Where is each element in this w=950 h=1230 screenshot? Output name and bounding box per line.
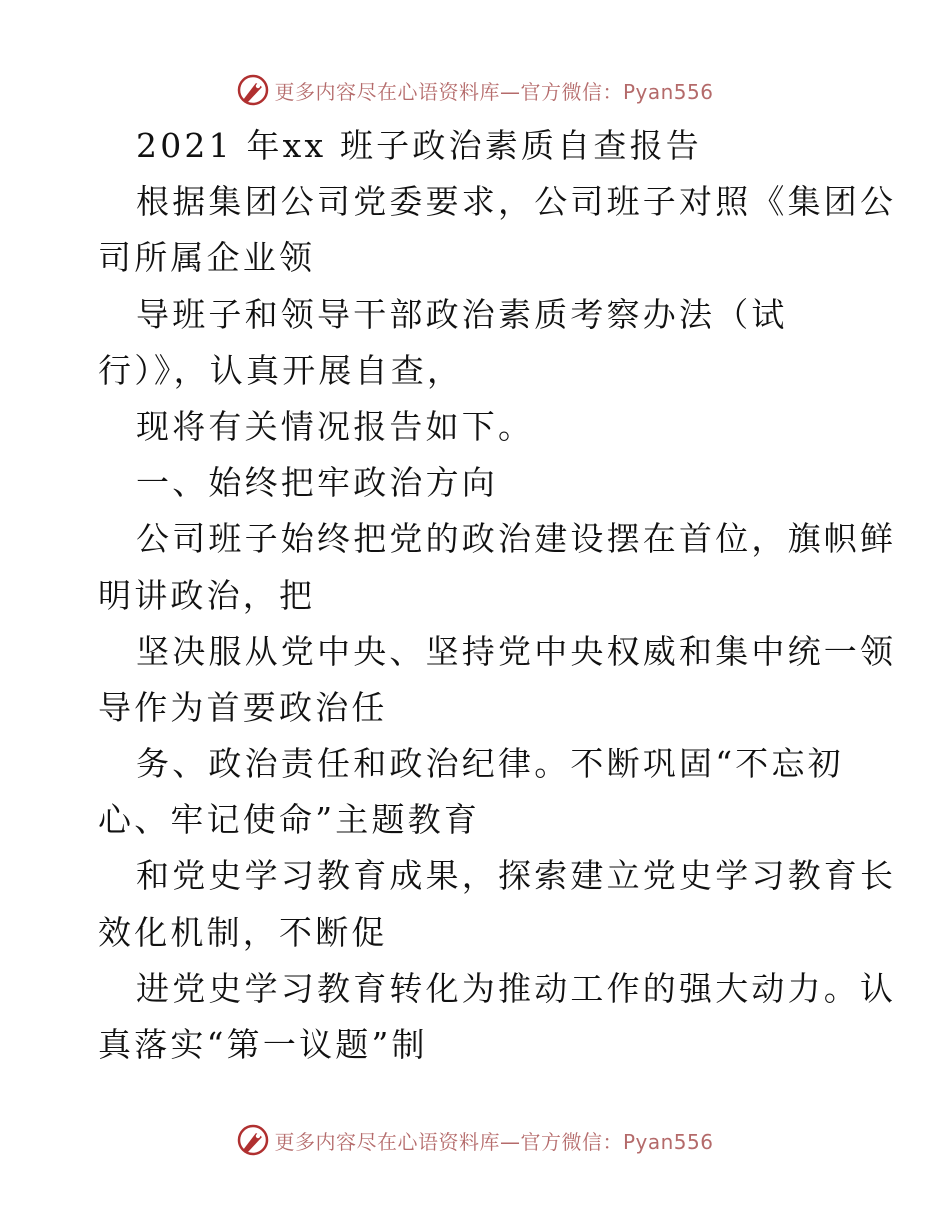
paragraph-line: 行）》，认真开展自查， (98, 350, 464, 390)
paragraph-line: 公司班子始终把党的政治建设摆在首位，旗帜鲜 (136, 519, 897, 559)
pen-nib-logo-icon (236, 73, 270, 107)
paragraph-line: 和党史学习教育成果，探索建立党史学习教育长 (136, 856, 897, 896)
section-heading: 一、始终把牢政治方向 (136, 463, 498, 503)
paragraph-line: 真落实“第一议题”制 (98, 1025, 428, 1064)
paragraph-line: 进党史学习教育转化为推动工作的强大动力。认 (136, 968, 897, 1008)
paragraph-line: 根据集团公司党委要求，公司班子对照《集团公 (136, 182, 897, 222)
paragraph-line: 效化机制，不断促 (98, 912, 388, 952)
footer-watermark-text: 更多内容尽在心语资料库—官方微信：Pyan556 (274, 1129, 714, 1154)
paragraph-line: 导班子和领导干部政治素质考察办法（试 (136, 294, 788, 334)
document-title: 2021 年xx 班子政治素质自查报告 (136, 126, 702, 165)
document-body (98, 118, 897, 1073)
paragraph-line: 坚决服从党中央、坚持党中央权威和集中统一领 (136, 631, 897, 671)
paragraph-line: 明讲政治，把 (98, 575, 316, 615)
footer-watermark (0, 1120, 950, 1160)
paragraph-line: 现将有关情况报告如下。 (136, 406, 535, 446)
header-watermark (0, 70, 950, 110)
paragraph-line: 心、牢记使命”主题教育 (98, 800, 481, 840)
header-watermark-text: 更多内容尽在心语资料库—官方微信：Pyan556 (274, 79, 714, 104)
pen-nib-logo-icon (236, 1123, 270, 1157)
paragraph-line: 司所属企业领 (98, 238, 316, 278)
paragraph-line: 导作为首要政治任 (98, 687, 388, 727)
paragraph-line: 务、政治责任和政治纪律。不断巩固“不忘初 (136, 744, 844, 784)
